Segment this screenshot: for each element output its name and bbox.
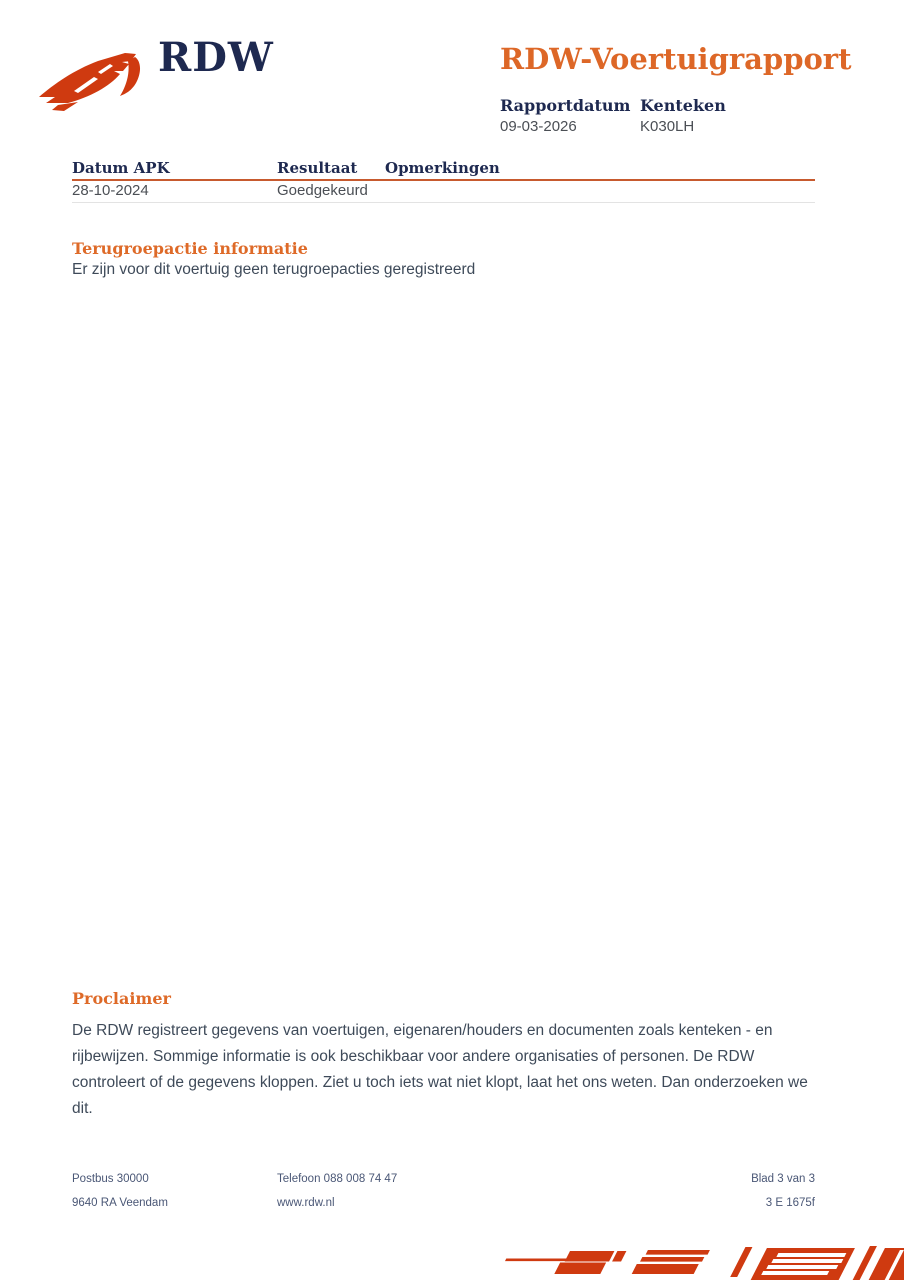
recall-section-heading: Terugroepactie informatie [72, 239, 308, 258]
footer-doc-code: 3 E 1675f [765, 1197, 815, 1209]
cell-resultaat: Goedgekeurd [277, 182, 368, 199]
rdw-stripes-graphic [500, 1242, 904, 1280]
footer-address-line1: Postbus 30000 [72, 1173, 149, 1185]
license-plate-label: Kenteken [640, 96, 726, 115]
table-row-rule [72, 202, 815, 203]
footer-website: www.rdw.nl [277, 1197, 335, 1209]
proclaimer-section-body: De RDW registreert gegevens van voertuigen, eigenaren/houders en documenten zoals kenteken - en rijbewijzen. Sommige informatie is ook beschikbaar voor andere organisaties of personen. De RDW controleert of de gegevens kloppen. Ziet u toch iets wat niet klopt, laat het ons weten. Dan onderzoeken we dit. [72, 1022, 808, 1117]
column-header-datum-apk: Datum APK [72, 159, 170, 177]
rdw-logo-text: RDW [158, 34, 274, 81]
cell-datum-apk: 28-10-2024 [72, 182, 149, 199]
page-title: RDW-Voertuigrapport [500, 42, 852, 76]
table-header-rule [72, 179, 815, 181]
proclaimer-section-heading: Proclaimer [72, 989, 171, 1008]
footer-page-indicator: Blad 3 van 3 [751, 1173, 815, 1185]
report-date-value: 09-03-2026 [500, 118, 577, 135]
report-date-label: Rapportdatum [500, 96, 631, 115]
footer-address-line2: 9640 RA Veendam [72, 1197, 168, 1209]
recall-section-body: Er zijn voor dit voertuig geen terugroepacties geregistreerd [72, 261, 476, 278]
column-header-resultaat: Resultaat [277, 159, 358, 177]
footer-phone: Telefoon 088 008 74 47 [277, 1173, 398, 1185]
license-plate-value: K030LH [640, 118, 695, 135]
rdw-wing-icon [38, 50, 152, 116]
column-header-opmerkingen: Opmerkingen [385, 159, 500, 177]
